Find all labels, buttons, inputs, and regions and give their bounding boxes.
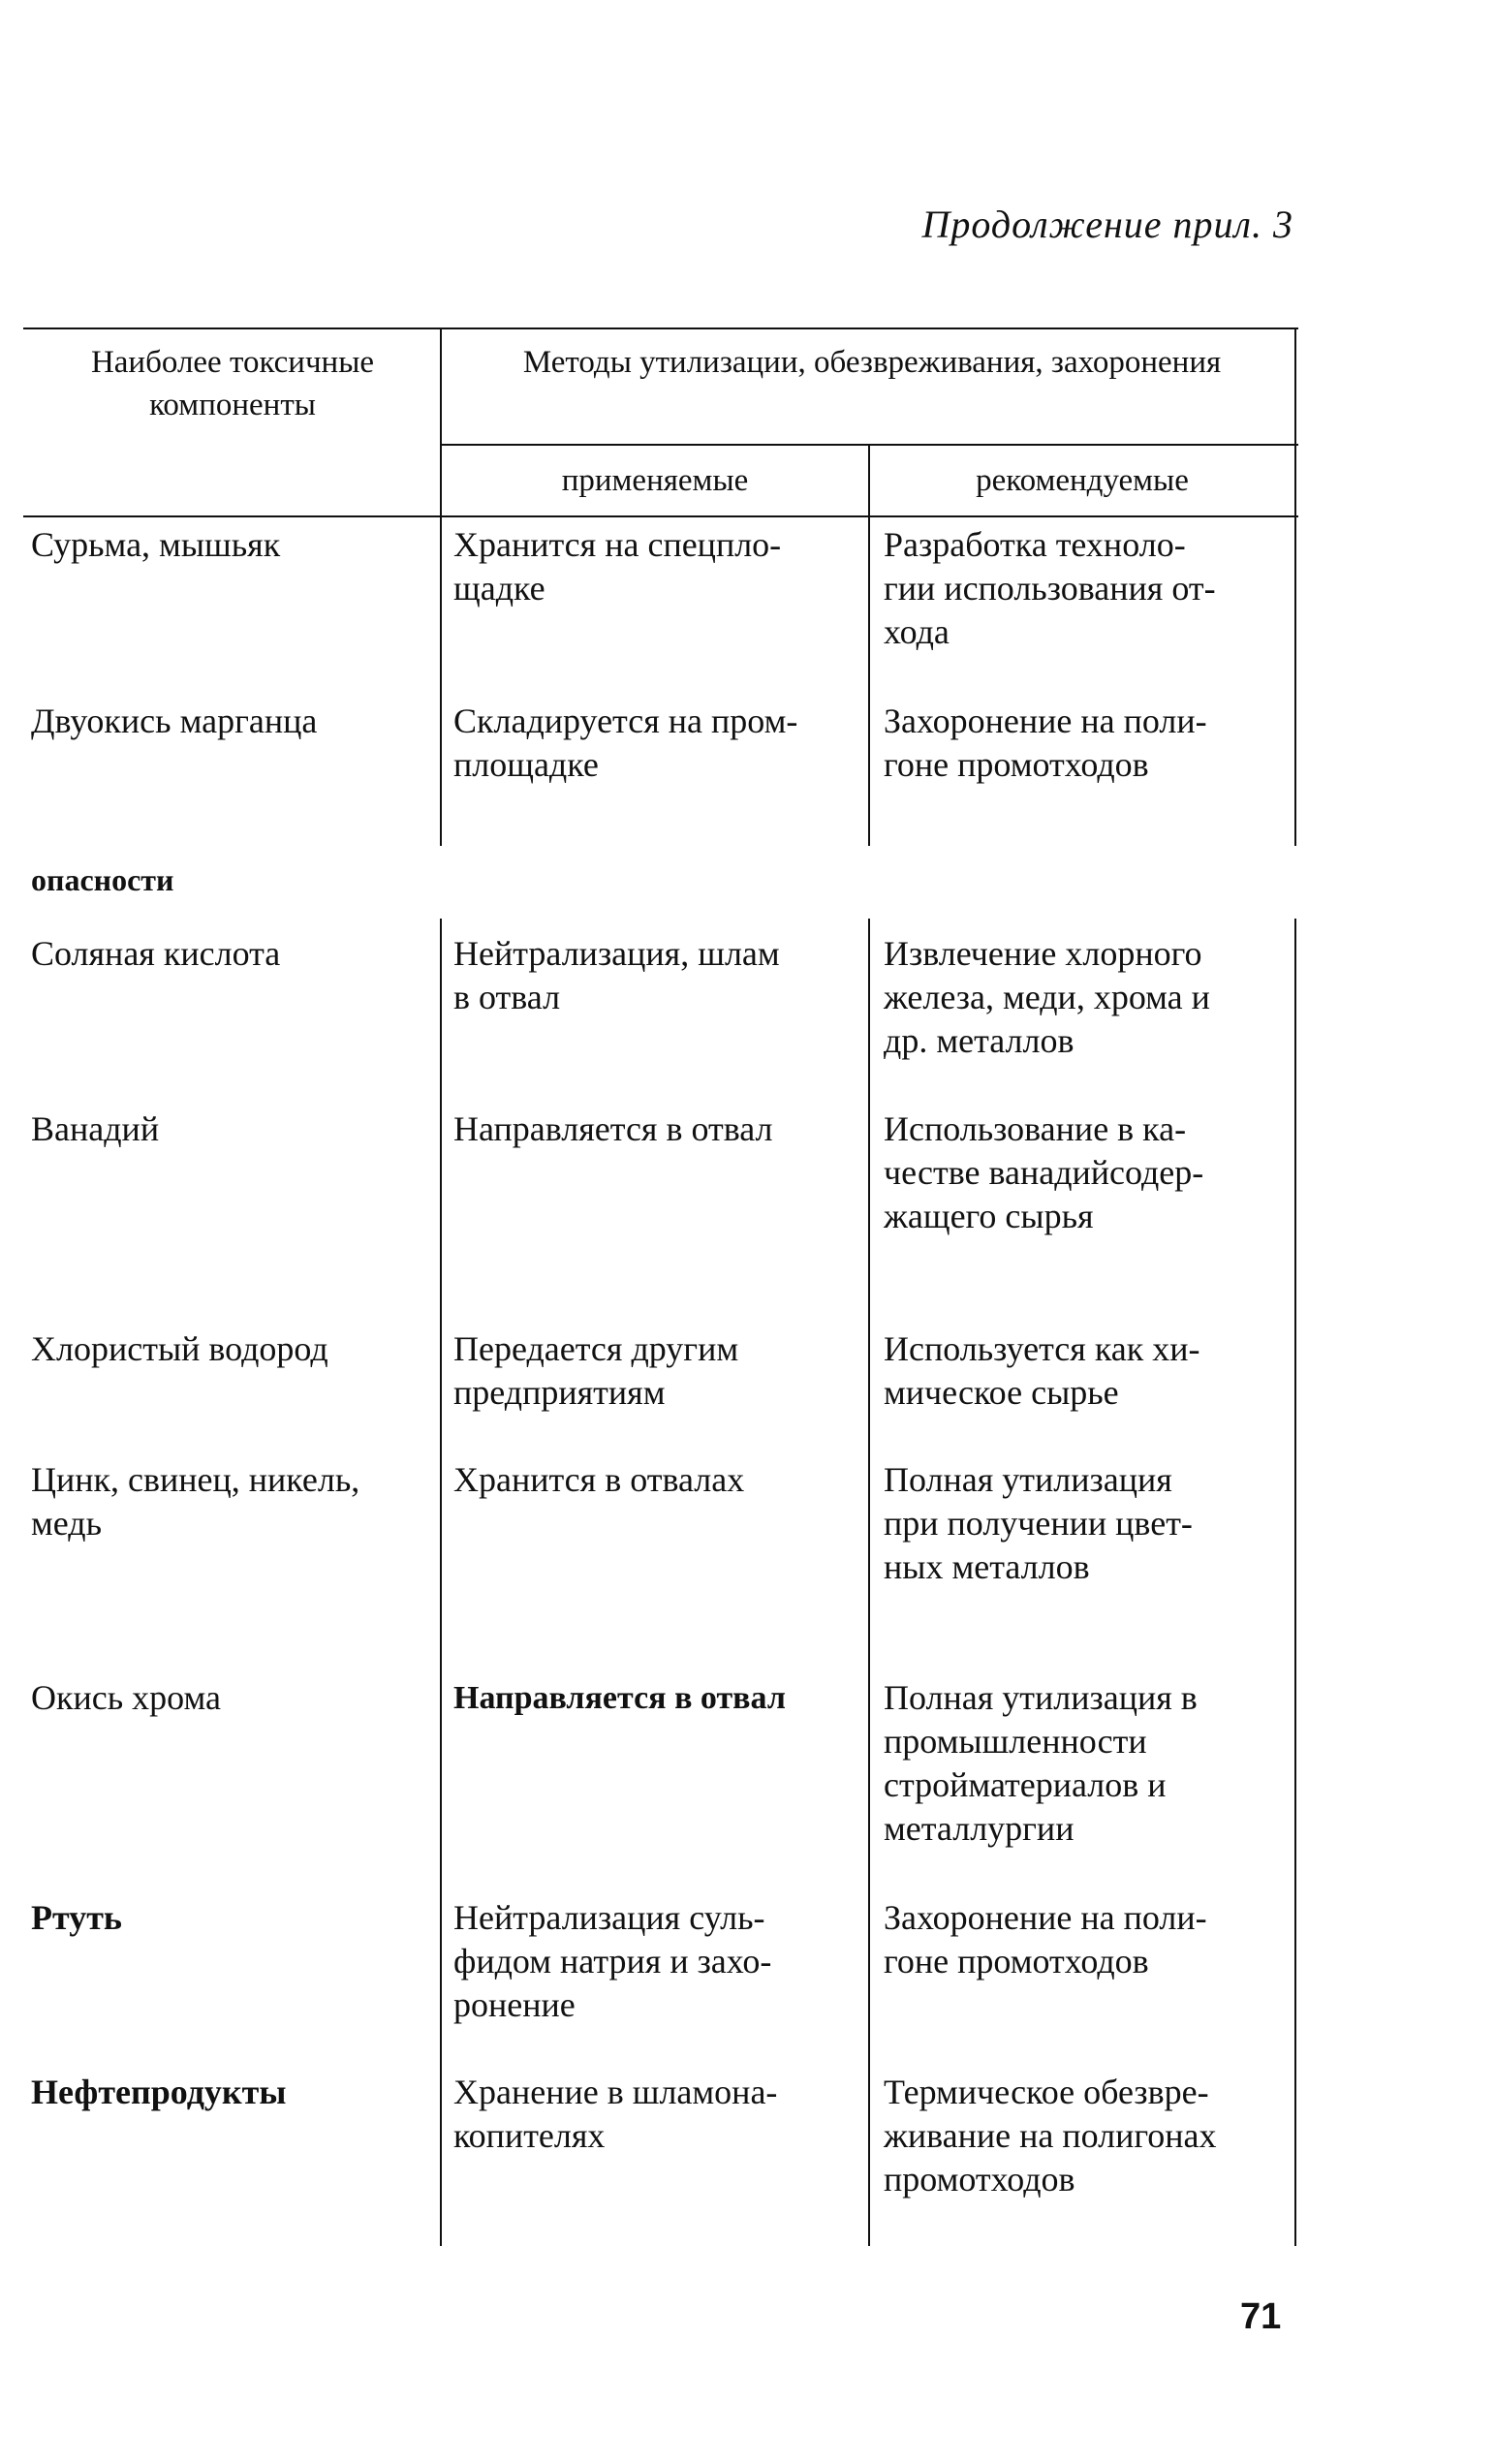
- row-6-applied: Хранится в отвалах: [453, 1460, 745, 1499]
- row-8-component: Ртуть: [31, 1898, 122, 1937]
- row-8-recommended: Захоронение на поли- гоне промотходов: [884, 1898, 1207, 1981]
- row-6-component: Цинк, свинец, никель, медь: [31, 1460, 360, 1543]
- section-label: опасности: [31, 862, 174, 897]
- row-1-recommended: Разработка техноло- гии использования от- хода: [884, 525, 1216, 651]
- row-9-applied: Хранение в шламона- копителях: [453, 2073, 778, 2155]
- continuation-label: Продолжение прил. 3: [921, 203, 1293, 246]
- row-3-component: Соляная кислота: [31, 934, 281, 973]
- column-divider-1-bottom: [440, 919, 442, 2246]
- row-4-applied: Направляется в отвал: [453, 1109, 773, 1148]
- column-divider-1-top: [440, 327, 442, 846]
- page-number: 71: [1240, 2296, 1282, 2337]
- table-right-border-bottom: [1294, 919, 1296, 2246]
- row-3-applied: Нейтрализация, шлам в отвал: [453, 934, 780, 1016]
- column-divider-2-top: [868, 444, 870, 846]
- row-7-component: Окись хрома: [31, 1678, 221, 1717]
- header-methods: Методы утилизации, обезвреживания, захоронения: [522, 345, 1222, 380]
- row-2-component: Двуокись марганца: [31, 702, 318, 740]
- row-5-component: Хлористый водород: [31, 1329, 328, 1368]
- row-1-applied: Хранится на спецпло- щадке: [453, 525, 782, 608]
- header-applied: применяемые: [561, 463, 749, 498]
- table-right-border-top: [1294, 327, 1296, 846]
- row-5-applied: Передается другим предприятиям: [453, 1329, 739, 1412]
- row-2-applied: Складируется на пром- площадке: [453, 702, 798, 784]
- column-divider-2-bottom: [868, 919, 870, 2246]
- row-9-component: Нефтепродукты: [31, 2073, 287, 2111]
- table-top-rule: [23, 327, 1298, 329]
- row-7-recommended: Полная утилизация в промышленности стройматериалов и металлургии: [884, 1678, 1198, 1848]
- row-2-recommended: Захоронение на поли- гоне промотходов: [884, 702, 1207, 784]
- row-1-component: Сурьма, мышьяк: [31, 525, 281, 564]
- row-5-recommended: Используется как хи- мическое сырье: [884, 1329, 1200, 1412]
- header-recommended: рекомендуемые: [976, 463, 1189, 498]
- row-8-applied: Нейтрализация суль- фидом натрия и захо- ронение: [453, 1898, 772, 2024]
- row-3-recommended: Извлечение хлорного железа, меди, хрома и др. металлов: [884, 934, 1210, 1060]
- row-4-recommended: Использование в ка- честве ванадийсодер- жащего сырья: [884, 1109, 1204, 1235]
- header-components: Наиболее токсичные компоненты: [90, 345, 375, 422]
- row-9-recommended: Термическое обезвре- живание на полигонах промотходов: [884, 2073, 1217, 2199]
- row-6-recommended: Полная утилизация при получении цвет- ных металлов: [884, 1460, 1193, 1586]
- row-4-component: Ванадий: [31, 1109, 160, 1148]
- row-7-applied: Направляется в отвал: [453, 1680, 786, 1716]
- header-bottom-rule: [23, 515, 1298, 517]
